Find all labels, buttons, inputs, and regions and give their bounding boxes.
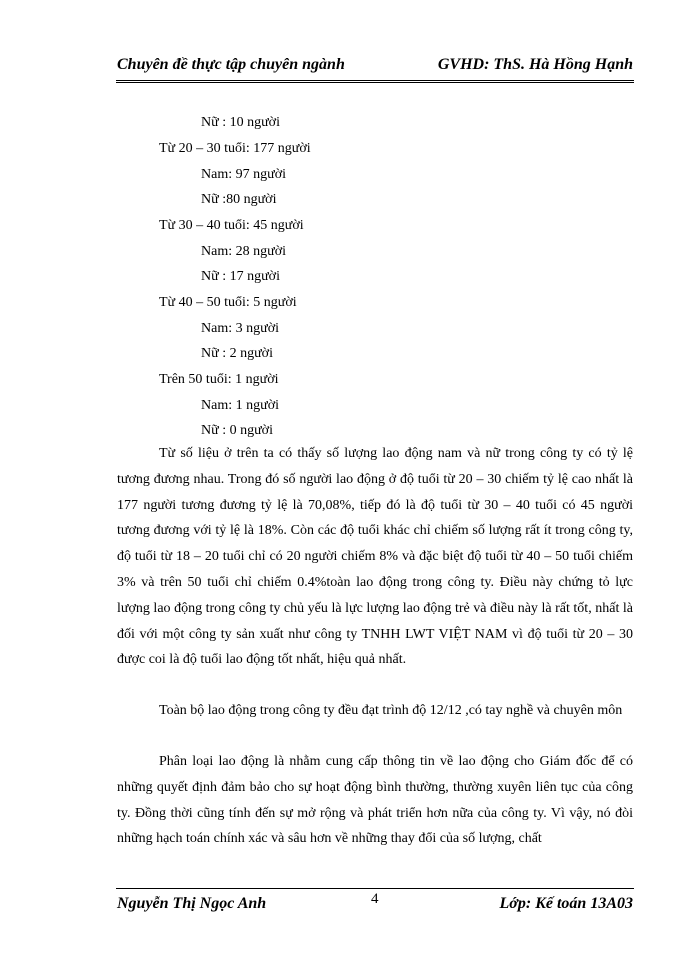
paragraph-qualification: Toàn bộ lao động trong công ty đều đạt trình độ 12/12 ,có tay nghề và chuyên môn (159, 703, 623, 718)
list-item: Nữ : 17 người (201, 269, 280, 284)
footer-author: Nguyễn Thị Ngọc Anh (117, 895, 267, 912)
header-rule (116, 80, 634, 83)
page-footer (117, 891, 633, 917)
list-item: Nữ : 2 người (201, 346, 273, 361)
list-item: Nam: 1 người (201, 398, 279, 413)
header-topic: Chuyên đề thực tập chuyên ngành (117, 56, 345, 73)
list-item: Từ 30 – 40 tuổi: 45 người (159, 218, 304, 233)
list-item: Nam: 97 người (201, 167, 286, 182)
paragraph-analysis: Từ số liệu ở trên ta có thấy số lượng lao động nam và nữ trong công ty có tỷ lệ tương đương nhau. Trong đó số người lao động ở độ tuổi từ 20 – 30 chiếm tỷ lệ cao nhất là 177 người tương đương tỷ lệ là 70,08%, tiếp đó là độ tuổi từ 30 – 40 tuổi có 45 người tương đương với tỷ lệ là 18%. Còn các độ tuổi khác chỉ chiếm số lượng rất ít trong công ty, độ tuổi từ 18 – 20 tuổi chỉ có 20 người chiếm 8% và đặc biệt độ tuổi từ 40 – 50 tuổi chiếm 3% và trên 50 tuổi chỉ chiếm 0.4%toàn lao động trong công ty. Điều này chứng tỏ lực lượng lao động trong công ty chủ yếu là lực lượng lao động trẻ và điều này là rất tốt, nhất là đối với một công ty sản xuất như công ty TNHH LWT VIỆT NAM vì độ tuổi từ 20 – 30 được coi là độ tuổi lao động tốt nhất, hiệu quả nhất. (117, 446, 633, 668)
list-item: Trên 50 tuổi: 1 người (159, 372, 279, 387)
list-item: Từ 40 – 50 tuổi: 5 người (159, 295, 297, 310)
paragraph-classification: Phân loại lao động là nhằm cung cấp thông tin về lao động cho Giám đốc để có những quyết định đảm bảo cho sự hoạt động bình thường, thường xuyên liên tục của công ty. Đồng thời cũng tính đến sự mở rộng và phát triển hơn nữa của công ty. Vì vậy, nó đòi những hạch toán chính xác và sâu hơn về những thay đổi của số lượng, chất (117, 754, 633, 847)
page-number: 4 (371, 891, 379, 907)
header-advisor: GVHD: ThS. Hà Hồng Hạnh (437, 56, 633, 73)
list-item: Từ 20 – 30 tuổi: 177 người (159, 141, 311, 156)
page-header (117, 56, 633, 78)
list-item: Nam: 3 người (201, 321, 279, 336)
list-item: Nữ : 10 người (201, 115, 280, 130)
footer-rule (116, 888, 634, 889)
list-item: Nữ :80 người (201, 192, 277, 207)
list-item: Nữ : 0 người (201, 423, 273, 438)
footer-class: Lớp: Kế toán 13A03 (499, 895, 633, 912)
list-item: Nam: 28 người (201, 244, 286, 259)
